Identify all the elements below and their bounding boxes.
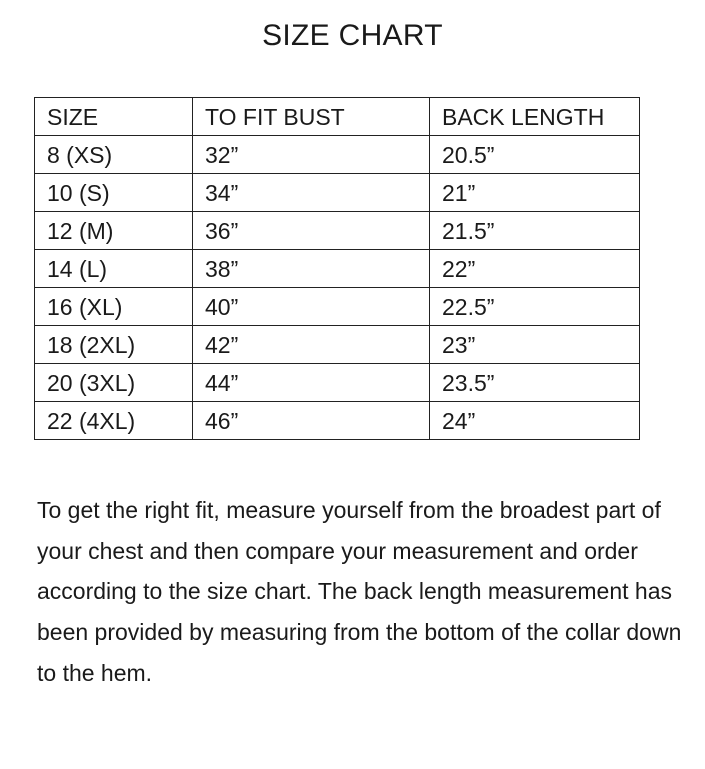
back-length-cell: 23.5” (430, 364, 640, 402)
size-cell: 20 (3XL) (35, 364, 193, 402)
back-length-cell: 21” (430, 174, 640, 212)
bust-cell: 36” (193, 212, 430, 250)
size-cell: 8 (XS) (35, 136, 193, 174)
table-row (35, 250, 640, 288)
size-cell: 22 (4XL) (35, 402, 193, 440)
size-chart-table (34, 97, 640, 440)
size-cell: 18 (2XL) (35, 326, 193, 364)
page-title: SIZE CHART (262, 19, 443, 52)
table-row (35, 174, 640, 212)
size-cell: 14 (L) (35, 250, 193, 288)
table-row (35, 402, 640, 440)
back-length-cell: 20.5” (430, 136, 640, 174)
column-header-bust: TO FIT BUST (193, 98, 430, 136)
back-length-cell: 22” (430, 250, 640, 288)
table-row (35, 288, 640, 326)
table-row (35, 212, 640, 250)
size-cell: 16 (XL) (35, 288, 193, 326)
table-header-row (35, 98, 640, 136)
bust-cell: 42” (193, 326, 430, 364)
back-length-cell: 21.5” (430, 212, 640, 250)
table-row (35, 326, 640, 364)
table-row (35, 364, 640, 402)
bust-cell: 32” (193, 136, 430, 174)
back-length-cell: 24” (430, 402, 640, 440)
table-row (35, 136, 640, 174)
size-cell: 10 (S) (35, 174, 193, 212)
fit-instructions-paragraph: To get the right fit, measure yourself from the broadest part of your chest and then compare your measurement and order according to the size chart. The back length measurement has been provided by measuring from the bottom of the collar down to the hem. (37, 497, 682, 686)
bust-cell: 38” (193, 250, 430, 288)
back-length-cell: 23” (430, 326, 640, 364)
bust-cell: 40” (193, 288, 430, 326)
bust-cell: 44” (193, 364, 430, 402)
column-header-size: SIZE (35, 98, 193, 136)
bust-cell: 46” (193, 402, 430, 440)
bust-cell: 34” (193, 174, 430, 212)
column-header-back-length: BACK LENGTH (430, 98, 640, 136)
back-length-cell: 22.5” (430, 288, 640, 326)
size-cell: 12 (M) (35, 212, 193, 250)
